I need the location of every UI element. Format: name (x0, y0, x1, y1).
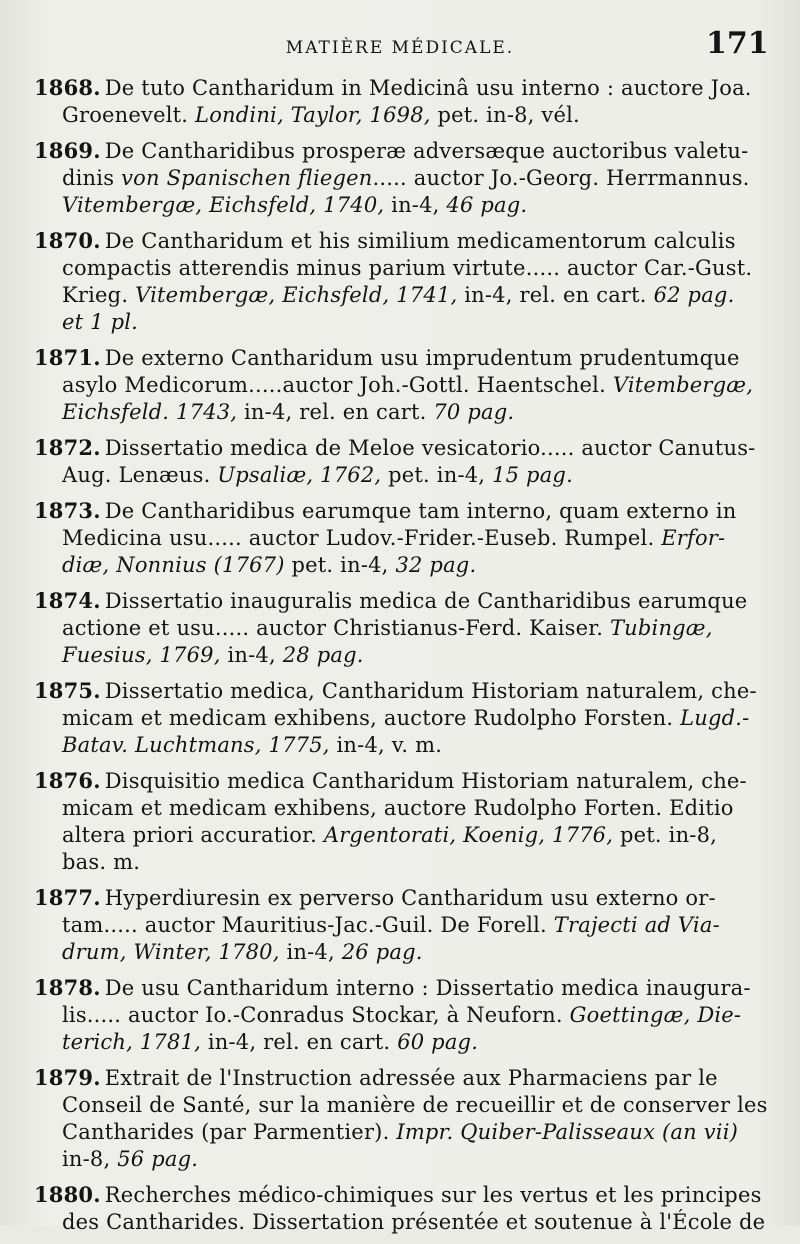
text-segment: De usu Cantharidum interno : Dissertatio medica inaugura- (104, 976, 751, 1000)
text-segment: De Cantharidibus earumque tam interno, quam externo in (104, 499, 737, 523)
text-segment: micam et medicam exhibens, auctore Rudolpho Forten. Editio (62, 796, 734, 820)
entry-number: 1868. (34, 75, 101, 100)
entry-line (34, 344, 760, 372)
entry-line (62, 102, 760, 129)
entry-line (62, 1146, 760, 1173)
italic-text: diæ, Nonnius (1767) (62, 553, 285, 577)
bibliography-entry (34, 497, 760, 579)
entry-line (62, 705, 760, 732)
text-segment: pet. in-4, (284, 553, 396, 577)
text-segment: pet. in-8, vél. (430, 103, 580, 127)
text-segment: De externo Cantharidum usu imprudentum prudentumque (104, 346, 740, 370)
italic-text: Batav. Luchtmans, 1775, (62, 733, 330, 757)
bibliography-entry (34, 1064, 768, 1173)
entry-number: 1876. (34, 768, 101, 793)
entry-line (62, 912, 760, 939)
text-segment: pet. in-4, (381, 463, 493, 487)
entry-line (62, 939, 760, 966)
italic-text: 62 pag. (653, 283, 735, 307)
entry-number: 1875. (34, 678, 101, 703)
bibliography-entry (34, 974, 760, 1056)
italic-text: 15 pag. (492, 463, 573, 487)
bibliography-entry (34, 677, 760, 759)
text-segment: tam..... auctor Mauritius-Jac.-Guil. De Forell. (62, 913, 554, 937)
entry-line (62, 1092, 768, 1119)
text-segment: in-4, rel. en cart. (237, 400, 434, 424)
text-segment: Cantharides (par Parmentier). (62, 1120, 397, 1144)
italic-text: Lugd.- (680, 706, 750, 730)
text-segment: in-4, (279, 940, 342, 964)
bibliography-entry (34, 434, 760, 489)
text-segment: bas. m. (62, 850, 141, 874)
bibliography-entry (34, 767, 760, 876)
entry-line (62, 165, 760, 192)
text-segment: in-4, rel. en cart. (457, 283, 654, 307)
italic-text: 60 pag. (397, 1030, 479, 1054)
text-segment: in-4, rel. en cart. (200, 1030, 398, 1054)
italic-text: drum, Winter, 1780, (62, 940, 280, 964)
entry-line (34, 884, 760, 912)
entry-line (34, 767, 760, 795)
text-segment: in-4, (220, 643, 283, 667)
italic-text: 46 pag. (446, 193, 528, 217)
entry-line (62, 849, 760, 876)
text-segment: Dissertatio inauguralis medica de Cantharidibus earumque (104, 589, 748, 613)
entry-number: 1874. (34, 588, 101, 613)
text-segment: Medicina usu..... auctor Ludov.-Frider.-Euseb. Rumpel. (62, 526, 662, 550)
entry-line (34, 137, 760, 165)
italic-text: Erfor- (661, 526, 726, 550)
entry-number: 1873. (34, 498, 101, 523)
italic-text: Eichsfeld. 1743, (62, 400, 238, 424)
text-segment: Groenevelt. (62, 103, 196, 127)
italic-text: Argentorati, Koenig, 1776, (323, 823, 614, 847)
entry-number: 1877. (34, 885, 101, 910)
entry-number: 1879. (34, 1065, 101, 1090)
text-segment: Dissertatio medica de Meloe vesicatorio..... auctor Canutus- (104, 436, 756, 460)
text-segment: Krieg. (62, 283, 136, 307)
entry-line (62, 192, 760, 219)
entry-line (62, 525, 760, 552)
entry-number: 1880. (34, 1182, 101, 1207)
italic-text: et 1 pl. (62, 310, 139, 334)
italic-text: Impr. Quiber-Palisseaux (an vii) (396, 1120, 739, 1144)
entry-line (34, 677, 760, 705)
entry-line (34, 74, 760, 102)
entry-line (62, 255, 760, 282)
text-segment: pet. in-8, (613, 823, 718, 847)
entry-line (62, 309, 760, 336)
italic-text: Fuesius, 1769, (62, 643, 221, 667)
text-segment: compactis atterendis minus parium virtute..... auctor Car.-Gust. (62, 256, 753, 280)
text-segment: De tuto Cantharidum in Medicinâ usu interno : auctore Joa. (104, 76, 752, 100)
entry-line (34, 1064, 760, 1092)
entry-line (62, 372, 760, 399)
bibliography-entry (34, 884, 760, 966)
entry-line (62, 642, 760, 669)
italic-text: 28 pag. (282, 643, 364, 667)
bibliography-entries (34, 74, 768, 1244)
text-segment: actione et usu..... auctor Christianus-Ferd. Kaiser. (62, 616, 610, 640)
italic-text: Upsaliæ, 1762, (217, 463, 382, 487)
text-segment: dinis (62, 166, 122, 190)
entry-line (62, 1119, 760, 1146)
bibliography-entry (34, 344, 760, 426)
entry-line (62, 399, 760, 426)
running-header: MATIÈRE MÉDICALE. (285, 38, 515, 58)
text-segment: lis..... auctor Io.-Conradus Stockar, à Neuforn. (62, 1003, 570, 1027)
entry-line (62, 1209, 766, 1236)
text-segment: Extrait de l'Instruction adressée aux Pharmaciens par le (104, 1066, 718, 1090)
entry-line (62, 822, 760, 849)
bibliography-entry (34, 74, 760, 129)
bibliography-entry (34, 1181, 766, 1236)
text-segment: ..... auctor Jo.-Georg. Herrmannus. (372, 166, 750, 190)
bibliography-entry (34, 227, 760, 336)
text-segment: altera priori accuratior. (62, 823, 324, 847)
entry-line (34, 587, 760, 615)
text-segment: Recherches médico-chimiques sur les vertus et les principes (104, 1183, 762, 1207)
italic-text: Vitembergæ, Eichsfeld, 1741, (135, 283, 458, 307)
entry-line (62, 462, 760, 489)
text-segment: des Cantharides. Dissertation présentée et soutenue à l'École de (62, 1210, 766, 1234)
entry-number: 1869. (34, 138, 101, 163)
entry-line (62, 732, 760, 759)
text-segment: Aug. Lenæus. (62, 463, 218, 487)
entry-number: 1870. (34, 228, 101, 253)
entry-number: 1878. (34, 975, 101, 1000)
text-segment: Conseil de Santé, sur la manière de recueillir et de conserver les (62, 1093, 768, 1117)
entry-line (62, 282, 760, 309)
entry-line (34, 1181, 762, 1209)
italic-text: Londini, Taylor, 1698, (195, 103, 431, 127)
entry-line (62, 1029, 760, 1056)
italic-text: Vitembergæ, (612, 373, 754, 397)
text-segment: asylo Medicorum.....auctor Joh.-Gottl. Haentschel. (62, 373, 613, 397)
italic-text: 70 pag. (433, 400, 515, 424)
entry-number: 1872. (34, 435, 101, 460)
entry-line (62, 552, 760, 579)
entry-line (62, 1002, 760, 1029)
entry-line (62, 615, 760, 642)
text-segment: Hyperdiuresin ex perverso Cantharidum usu externo or- (104, 886, 716, 910)
entry-line (34, 434, 760, 462)
entry-line (34, 227, 760, 255)
text-segment: in-8, (62, 1147, 118, 1171)
text-segment: in-4, v. m. (329, 733, 443, 757)
text-segment: Dissertatio medica, Cantharidum Historiam naturalem, che- (104, 679, 757, 703)
italic-text: Tubingæ, (609, 616, 713, 640)
text-segment: Disquisitio medica Cantharidum Historiam naturalem, che- (104, 769, 747, 793)
text-segment: De Cantharidibus prosperæ adversæque auctoribus valetu- (104, 139, 749, 163)
entry-number: 1871. (34, 345, 101, 370)
italic-text: Vitembergæ, Eichsfeld, 1740, (62, 193, 385, 217)
italic-text: terich, 1781, (62, 1030, 201, 1054)
italic-text: von Spanischen fliegen (121, 166, 373, 190)
entry-line (34, 497, 760, 525)
text-segment: De Cantharidum et his similium medicamentorum calculis (104, 229, 736, 253)
italic-text: 56 pag. (117, 1147, 199, 1171)
text-segment: in-4, (384, 193, 447, 217)
italic-text: Trajecti ad Via- (553, 913, 720, 937)
italic-text: 32 pag. (395, 553, 477, 577)
bibliography-entry (34, 587, 760, 669)
entry-line (62, 795, 760, 822)
bibliography-entry (34, 137, 760, 219)
page-number: 171 (706, 26, 769, 61)
text-segment: micam et medicam exhibens, auctore Rudolpho Forsten. (62, 706, 681, 730)
italic-text: Goettingæ, Die- (569, 1003, 742, 1027)
italic-text: 26 pag. (341, 940, 423, 964)
entry-line (34, 974, 760, 1002)
